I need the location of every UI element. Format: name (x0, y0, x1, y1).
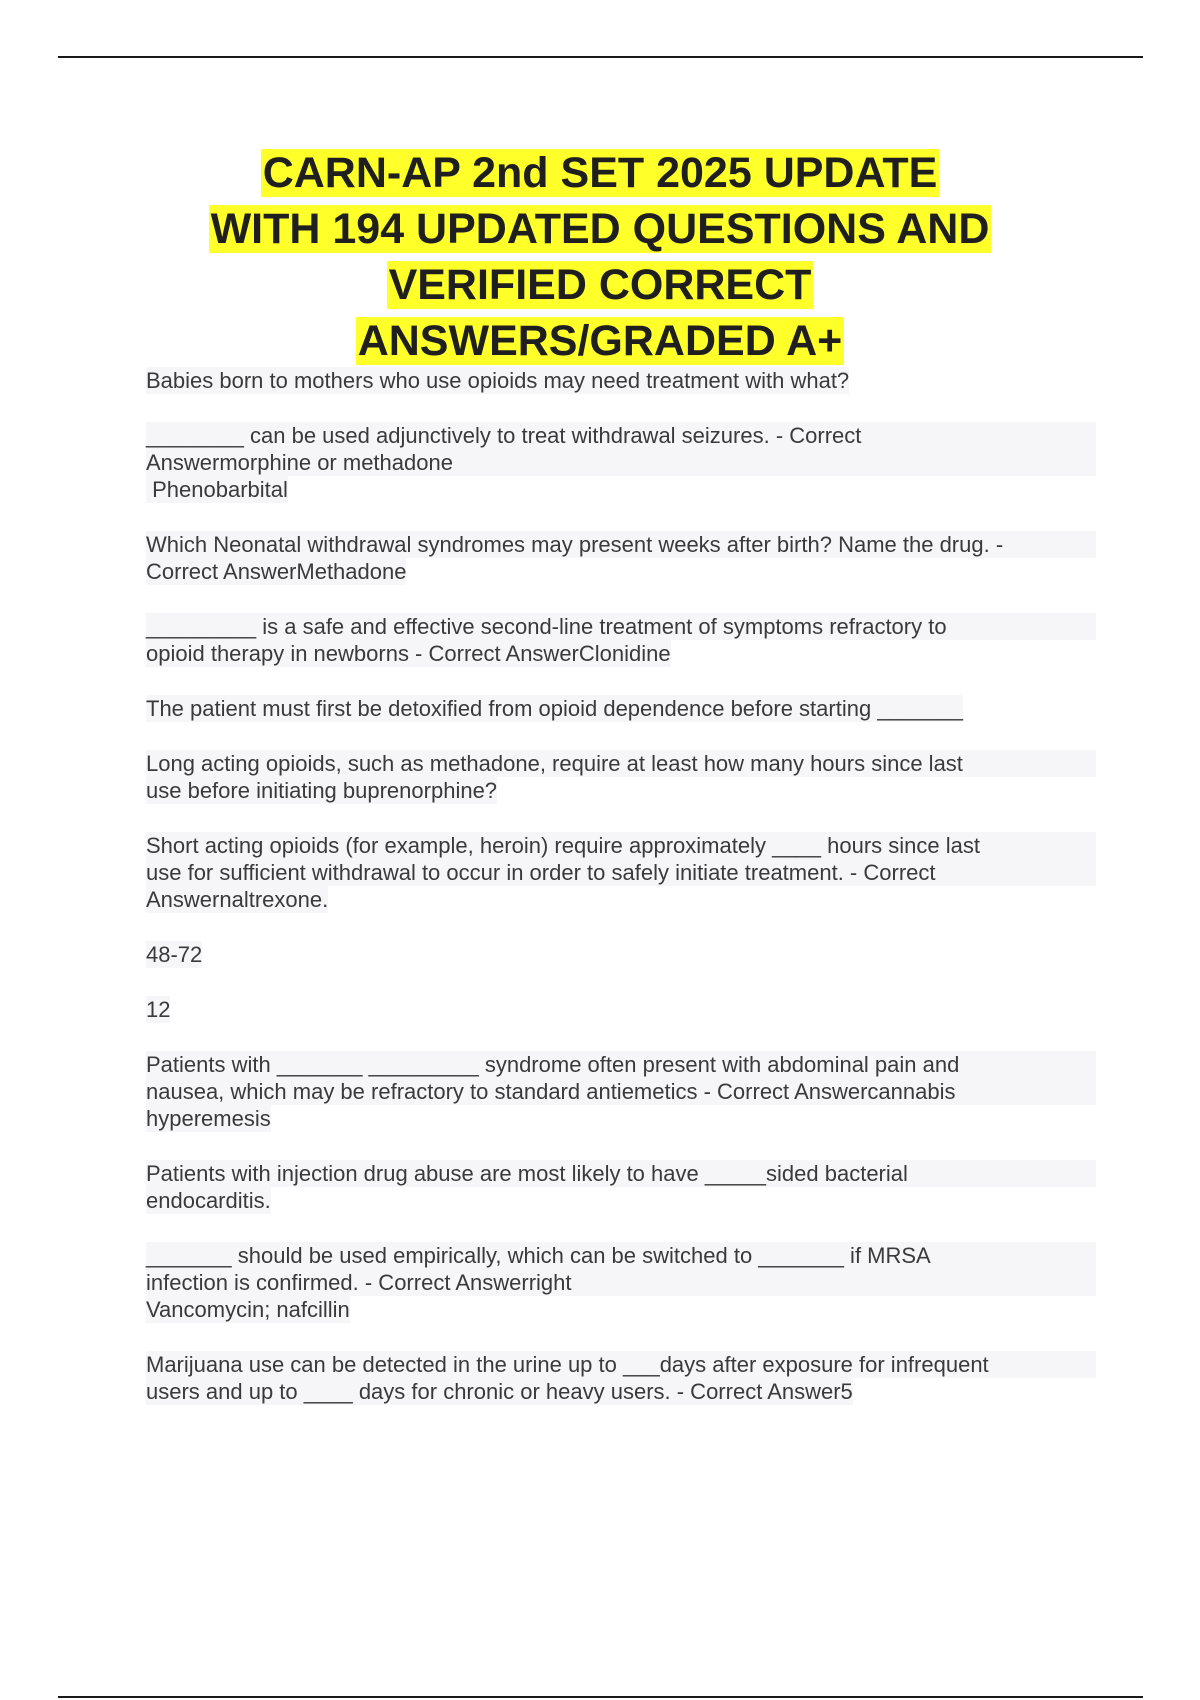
question-item (146, 531, 1096, 585)
document-title (100, 145, 1100, 369)
question-text-line: Babies born to mothers who use opioids may need treatment with what? (146, 368, 850, 393)
question-text-line: 48-72 (146, 942, 203, 967)
question-text-line: opioid therapy in newborns - Correct AnswerClonidine (146, 641, 671, 666)
question-item (146, 1242, 1096, 1323)
question-item (146, 367, 1096, 394)
question-text-line: nausea, which may be refractory to standard antiemetics - Correct Answercannabis (146, 1078, 1096, 1105)
title-line: CARN-AP 2nd SET 2025 UPDATE (262, 149, 938, 197)
question-text-line: infection is confirmed. - Correct Answerright (146, 1269, 1096, 1296)
question-text-line: 12 (146, 997, 171, 1022)
title-line: ANSWERS/GRADED A+ (357, 317, 843, 365)
question-text-line: Answermorphine or methadone (146, 449, 1096, 476)
question-text-line: Marijuana use can be detected in the urine up to ___days after exposure for infrequent (146, 1351, 1096, 1378)
question-text-line: hyperemesis (146, 1106, 271, 1131)
question-text-line: users and up to ____ days for chronic or heavy users. - Correct Answer5 (146, 1379, 853, 1404)
header-rule (58, 56, 1143, 58)
question-text-line: ________ can be used adjunctively to treat withdrawal seizures. - Correct (146, 422, 1096, 449)
question-text-line: use before initiating buprenorphine? (146, 778, 498, 803)
question-item (146, 695, 1096, 722)
question-item (146, 613, 1096, 667)
question-item (146, 1160, 1096, 1214)
question-text-line: Which Neonatal withdrawal syndromes may present weeks after birth? Name the drug. - (146, 531, 1096, 558)
title-line: VERIFIED CORRECT (388, 261, 812, 309)
title-line: WITH 194 UPDATED QUESTIONS AND (210, 205, 990, 253)
question-item (146, 750, 1096, 804)
question-item (146, 941, 1096, 968)
question-text-line: Patients with _______ _________ syndrome often present with abdominal pain and (146, 1051, 1096, 1078)
question-text-line: Long acting opioids, such as methadone, require at least how many hours since last (146, 750, 1096, 777)
question-text-line: Short acting opioids (for example, heroin) require approximately ____ hours since last (146, 832, 1096, 859)
footer-rule (58, 1696, 1143, 1698)
question-text-line: The patient must first be detoxified from opioid dependence before starting _______ (146, 696, 963, 721)
question-item (146, 1351, 1096, 1405)
question-text-line: Phenobarbital (146, 477, 288, 502)
question-item (146, 832, 1096, 913)
question-text-line: endocarditis. (146, 1188, 271, 1213)
question-text-line: Patients with injection drug abuse are most likely to have _____sided bacterial (146, 1160, 1096, 1187)
question-text-line: _______ should be used empirically, which can be switched to _______ if MRSA (146, 1242, 1096, 1269)
question-list (146, 367, 1096, 1433)
question-text-line: Answernaltrexone. (146, 887, 329, 912)
question-item (146, 422, 1096, 503)
question-text-line: Correct AnswerMethadone (146, 559, 407, 584)
question-text-line: _________ is a safe and effective second-line treatment of symptoms refractory to (146, 613, 1096, 640)
question-text-line: use for sufficient withdrawal to occur in order to safely initiate treatment. - Correct (146, 859, 1096, 886)
question-item (146, 1051, 1096, 1132)
question-item (146, 996, 1096, 1023)
question-text-line: Vancomycin; nafcillin (146, 1297, 350, 1322)
